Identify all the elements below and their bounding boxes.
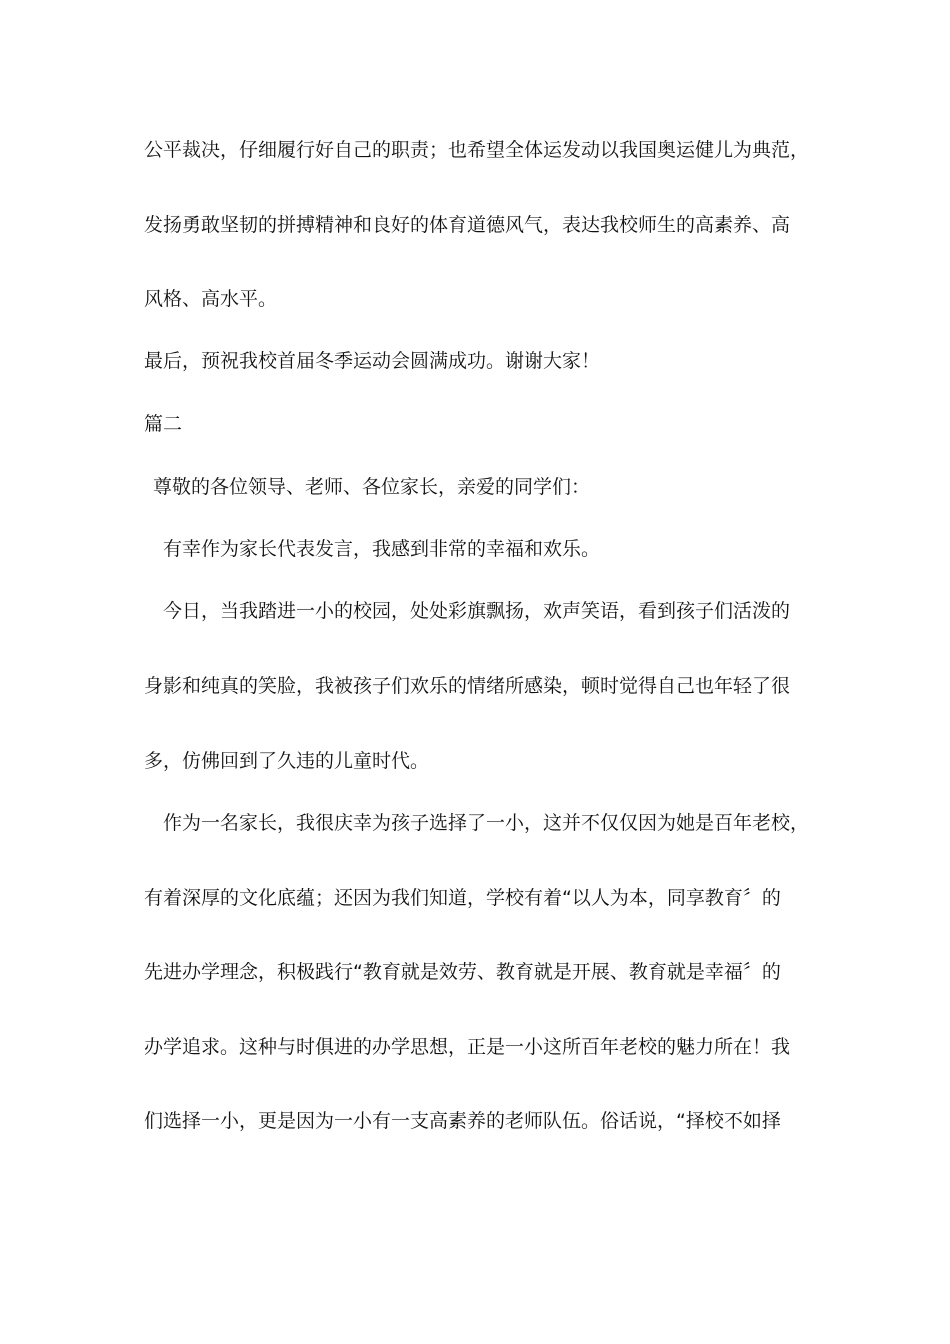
salutation: 尊敬的各位领导、老师、各位家长，亲爱的同学们：: [153, 476, 591, 498]
paragraph-line: 最后，预祝我校首届冬季运动会圆满成功。谢谢大家！: [144, 350, 601, 372]
section-heading: 篇二: [144, 413, 183, 435]
paragraph-line: 先进办学理念，积极践行“教育就是效劳、教育就是开展、教育就是幸福〞的: [144, 961, 781, 983]
paragraph-line: 多，仿佛回到了久违的儿童时代。: [144, 750, 430, 772]
paragraph-line: 发扬勇敢坚韧的拼搏精神和良好的体育道德风气，表达我校师生的高素养、高: [144, 214, 791, 236]
paragraph-line: 们选择一小，更是因为一小有一支高素养的老师队伍。俗话说，“择校不如择: [144, 1110, 781, 1132]
paragraph-line: 风格、高水平。: [144, 288, 278, 310]
paragraph-line: 作为一名家长，我很庆幸为孩子选择了一小，这并不仅仅因为她是百年老校，: [163, 812, 810, 834]
paragraph-line: 有着深厚的文化底蕴；还因为我们知道，学校有着“以人为本，同享教育〞的: [144, 887, 781, 909]
paragraph-line: 身影和纯真的笑脸，我被孩子们欢乐的情绪所感染，顿时觉得自己也年轻了很: [144, 675, 791, 697]
paragraph-line: 有幸作为家长代表发言，我感到非常的幸福和欢乐。: [163, 538, 601, 560]
paragraph-line: 办学追求。这种与时俱进的办学思想，正是一小这所百年老校的魅力所在！我: [144, 1036, 791, 1058]
paragraph-line: 今日，当我踏进一小的校园，处处彩旗飘扬，欢声笑语，看到孩子们活泼的: [163, 600, 791, 622]
paragraph-line: 公平裁决，仔细履行好自己的职责；也希望全体运发动以我国奥运健儿为典范，: [144, 139, 810, 161]
